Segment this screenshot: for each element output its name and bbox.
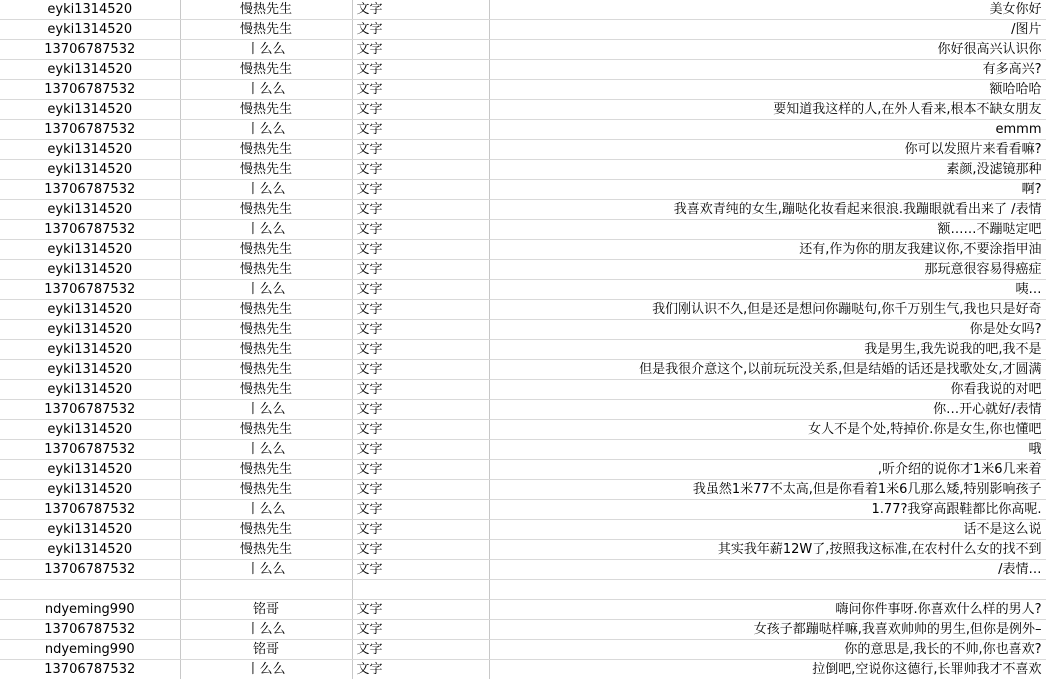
nickname-cell: 慢热先生	[180, 160, 352, 180]
table-row[interactable]	[0, 260, 1046, 280]
message-type-cell: 文字	[352, 340, 489, 360]
table-row[interactable]	[0, 120, 1046, 140]
message-type-cell: 文字	[352, 0, 489, 20]
message-type-cell: 文字	[352, 20, 489, 40]
sender-id-cell: eyki1314520	[0, 20, 180, 40]
nickname-cell	[180, 580, 352, 600]
sender-id-cell: eyki1314520	[0, 360, 180, 380]
message-type-cell: 文字	[352, 260, 489, 280]
message-text-cell: 1.77?我穿高跟鞋都比你高呢.	[489, 500, 1046, 520]
message-type-cell: 文字	[352, 660, 489, 679]
table-row[interactable]	[0, 520, 1046, 540]
message-text-cell: 啊?	[489, 180, 1046, 200]
message-text-cell: 哦	[489, 440, 1046, 460]
sender-id-cell: 13706787532	[0, 220, 180, 240]
message-type-cell: 文字	[352, 120, 489, 140]
sender-id-cell: eyki1314520	[0, 420, 180, 440]
nickname-cell: 铭哥	[180, 640, 352, 660]
message-type-cell	[352, 580, 489, 600]
table-row[interactable]	[0, 440, 1046, 460]
sender-id-cell: eyki1314520	[0, 0, 180, 20]
message-type-cell: 文字	[352, 280, 489, 300]
table-row[interactable]	[0, 540, 1046, 560]
message-text-cell: 但是我很介意这个,以前玩玩没关系,但是结婚的话还是找歌处女,才圆满	[489, 360, 1046, 380]
sender-id-cell: eyki1314520	[0, 300, 180, 320]
nickname-cell: 慢热先生	[180, 460, 352, 480]
table-row[interactable]	[0, 200, 1046, 220]
nickname-cell: 丨么么	[180, 560, 352, 580]
nickname-cell: 慢热先生	[180, 300, 352, 320]
table-row[interactable]	[0, 620, 1046, 640]
message-text-cell: 素颜,没滤镜那种	[489, 160, 1046, 180]
message-text-cell: 我虽然1米77不太高,但是你看着1米6几那么矮,特别影响孩子	[489, 480, 1046, 500]
nickname-cell: 慢热先生	[180, 200, 352, 220]
nickname-cell: 铭哥	[180, 600, 352, 620]
nickname-cell: 慢热先生	[180, 240, 352, 260]
message-type-cell: 文字	[352, 380, 489, 400]
sender-id-cell: eyki1314520	[0, 380, 180, 400]
table-row[interactable]	[0, 0, 1046, 20]
message-text-cell: 我们刚认识不久,但是还是想问你蹦哒句,你千万别生气,我也只是好奇	[489, 300, 1046, 320]
sender-id-cell: 13706787532	[0, 500, 180, 520]
message-type-cell: 文字	[352, 440, 489, 460]
message-text-cell: 美女你好	[489, 0, 1046, 20]
message-type-cell: 文字	[352, 200, 489, 220]
nickname-cell: 丨么么	[180, 220, 352, 240]
sender-id-cell: eyki1314520	[0, 460, 180, 480]
sender-id-cell: 13706787532	[0, 560, 180, 580]
table-row[interactable]	[0, 140, 1046, 160]
nickname-cell: 慢热先生	[180, 420, 352, 440]
message-text-cell: 那玩意很容易得癌症	[489, 260, 1046, 280]
nickname-cell: 慢热先生	[180, 140, 352, 160]
message-text-cell: 你好很高兴认识你	[489, 40, 1046, 60]
sender-id-cell: 13706787532	[0, 660, 180, 679]
sender-id-cell: 13706787532	[0, 40, 180, 60]
nickname-cell: 丨么么	[180, 620, 352, 640]
message-text-cell: 你的意思是,我长的不帅,你也喜欢?	[489, 640, 1046, 660]
message-text-cell: 要知道我这样的人,在外人看来,根本不缺女朋友	[489, 100, 1046, 120]
sender-id-cell: ndyeming990	[0, 600, 180, 620]
message-type-cell: 文字	[352, 300, 489, 320]
table-row[interactable]	[0, 420, 1046, 440]
sender-id-cell: eyki1314520	[0, 100, 180, 120]
sender-id-cell: eyki1314520	[0, 340, 180, 360]
message-type-cell: 文字	[352, 500, 489, 520]
nickname-cell: 慢热先生	[180, 540, 352, 560]
table-row[interactable]	[0, 300, 1046, 320]
message-type-cell: 文字	[352, 180, 489, 200]
sender-id-cell: eyki1314520	[0, 320, 180, 340]
table-row[interactable]	[0, 320, 1046, 340]
table-row[interactable]	[0, 380, 1046, 400]
nickname-cell: 慢热先生	[180, 260, 352, 280]
table-row[interactable]	[0, 280, 1046, 300]
nickname-cell: 慢热先生	[180, 340, 352, 360]
nickname-cell: 慢热先生	[180, 320, 352, 340]
message-text-cell: 你是处女吗?	[489, 320, 1046, 340]
message-text-cell: 话不是这么说	[489, 520, 1046, 540]
sender-id-cell: eyki1314520	[0, 60, 180, 80]
sender-id-cell: 13706787532	[0, 620, 180, 640]
nickname-cell: 慢热先生	[180, 520, 352, 540]
sender-id-cell: eyki1314520	[0, 200, 180, 220]
nickname-cell: 慢热先生	[180, 380, 352, 400]
nickname-cell: 慢热先生	[180, 480, 352, 500]
message-type-cell: 文字	[352, 360, 489, 380]
table-row[interactable]	[0, 480, 1046, 500]
message-text-cell: 女人不是个处,特掉价.你是女生,你也懂吧	[489, 420, 1046, 440]
table-row[interactable]	[0, 20, 1046, 40]
message-type-cell: 文字	[352, 620, 489, 640]
table-row[interactable]	[0, 360, 1046, 380]
nickname-cell: 丨么么	[180, 120, 352, 140]
sender-id-cell: eyki1314520	[0, 520, 180, 540]
message-type-cell: 文字	[352, 560, 489, 580]
sender-id-cell: 13706787532	[0, 440, 180, 460]
message-type-cell: 文字	[352, 480, 489, 500]
table-row[interactable]	[0, 600, 1046, 620]
table-row[interactable]	[0, 180, 1046, 200]
table-row[interactable]	[0, 100, 1046, 120]
message-text-cell: 你看我说的对吧	[489, 380, 1046, 400]
message-type-cell: 文字	[352, 320, 489, 340]
table-row[interactable]	[0, 60, 1046, 80]
sender-id-cell: 13706787532	[0, 120, 180, 140]
message-type-cell: 文字	[352, 140, 489, 160]
message-text-cell: 额……不蹦哒定吧	[489, 220, 1046, 240]
message-text-cell: 女孩子都蹦哒样嘛,我喜欢帅帅的男生,但你是例外–	[489, 620, 1046, 640]
table-row[interactable]	[0, 220, 1046, 240]
table-row[interactable]	[0, 40, 1046, 60]
table-row[interactable]	[0, 580, 1046, 600]
message-type-cell: 文字	[352, 600, 489, 620]
message-type-cell: 文字	[352, 460, 489, 480]
message-text-cell: 咦…	[489, 280, 1046, 300]
message-type-cell: 文字	[352, 240, 489, 260]
nickname-cell: 丨么么	[180, 500, 352, 520]
message-text-cell: 你…开心就好/表情	[489, 400, 1046, 420]
sender-id-cell: eyki1314520	[0, 160, 180, 180]
message-text-cell: 嗨问你件事呀.你喜欢什么样的男人?	[489, 600, 1046, 620]
sender-id-cell: eyki1314520	[0, 140, 180, 160]
message-text-cell: 你可以发照片来看看嘛?	[489, 140, 1046, 160]
table-row[interactable]	[0, 340, 1046, 360]
message-type-cell: 文字	[352, 100, 489, 120]
nickname-cell: 丨么么	[180, 400, 352, 420]
sender-id-cell: eyki1314520	[0, 240, 180, 260]
table-row[interactable]	[0, 460, 1046, 480]
nickname-cell: 丨么么	[180, 660, 352, 679]
message-type-cell: 文字	[352, 40, 489, 60]
table-row[interactable]	[0, 500, 1046, 520]
message-type-cell: 文字	[352, 60, 489, 80]
message-text-cell: 我喜欢青纯的女生,蹦哒化妆看起来很浪.我蹦眼就看出来了 /表情	[489, 200, 1046, 220]
nickname-cell: 丨么么	[180, 440, 352, 460]
sender-id-cell: eyki1314520	[0, 260, 180, 280]
sender-id-cell: eyki1314520	[0, 540, 180, 560]
table-row[interactable]	[0, 400, 1046, 420]
sender-id-cell: 13706787532	[0, 280, 180, 300]
message-type-cell: 文字	[352, 640, 489, 660]
message-type-cell: 文字	[352, 160, 489, 180]
sender-id-cell: 13706787532	[0, 400, 180, 420]
message-text-cell: 其实我年薪12W了,按照我这标准,在农村什么女的找不到	[489, 540, 1046, 560]
table-row[interactable]	[0, 80, 1046, 100]
message-type-cell: 文字	[352, 220, 489, 240]
message-text-cell: 拉倒吧,空说你这德行,长罪帅我才不喜欢	[489, 660, 1046, 679]
sender-id-cell: 13706787532	[0, 180, 180, 200]
nickname-cell: 慢热先生	[180, 60, 352, 80]
message-text-cell: 有多高兴?	[489, 60, 1046, 80]
sender-id-cell: eyki1314520	[0, 480, 180, 500]
message-type-cell: 文字	[352, 520, 489, 540]
message-text-cell: 还有,作为你的朋友我建议你,不要涂指甲油	[489, 240, 1046, 260]
table-row[interactable]	[0, 660, 1046, 679]
table-row[interactable]	[0, 240, 1046, 260]
message-type-cell: 文字	[352, 420, 489, 440]
nickname-cell: 丨么么	[180, 40, 352, 60]
message-type-cell: 文字	[352, 80, 489, 100]
table-row[interactable]	[0, 160, 1046, 180]
message-text-cell: 额哈哈哈	[489, 80, 1046, 100]
message-text-cell: ,听介绍的说你才1米6几来着	[489, 460, 1046, 480]
message-text-cell: /图片	[489, 20, 1046, 40]
nickname-cell: 慢热先生	[180, 360, 352, 380]
table-row[interactable]	[0, 560, 1046, 580]
message-text-cell: 我是男生,我先说我的吧,我不是	[489, 340, 1046, 360]
message-text-cell: emmm	[489, 120, 1046, 140]
table-row[interactable]	[0, 640, 1046, 660]
nickname-cell: 慢热先生	[180, 0, 352, 20]
sender-id-cell: 13706787532	[0, 80, 180, 100]
nickname-cell: 丨么么	[180, 180, 352, 200]
nickname-cell: 慢热先生	[180, 20, 352, 40]
message-text-cell	[489, 580, 1046, 600]
sender-id-cell	[0, 580, 180, 600]
message-text-cell: /表情…	[489, 560, 1046, 580]
nickname-cell: 慢热先生	[180, 100, 352, 120]
nickname-cell: 丨么么	[180, 280, 352, 300]
message-type-cell: 文字	[352, 400, 489, 420]
sender-id-cell: ndyeming990	[0, 640, 180, 660]
message-type-cell: 文字	[352, 540, 489, 560]
nickname-cell: 丨么么	[180, 80, 352, 100]
